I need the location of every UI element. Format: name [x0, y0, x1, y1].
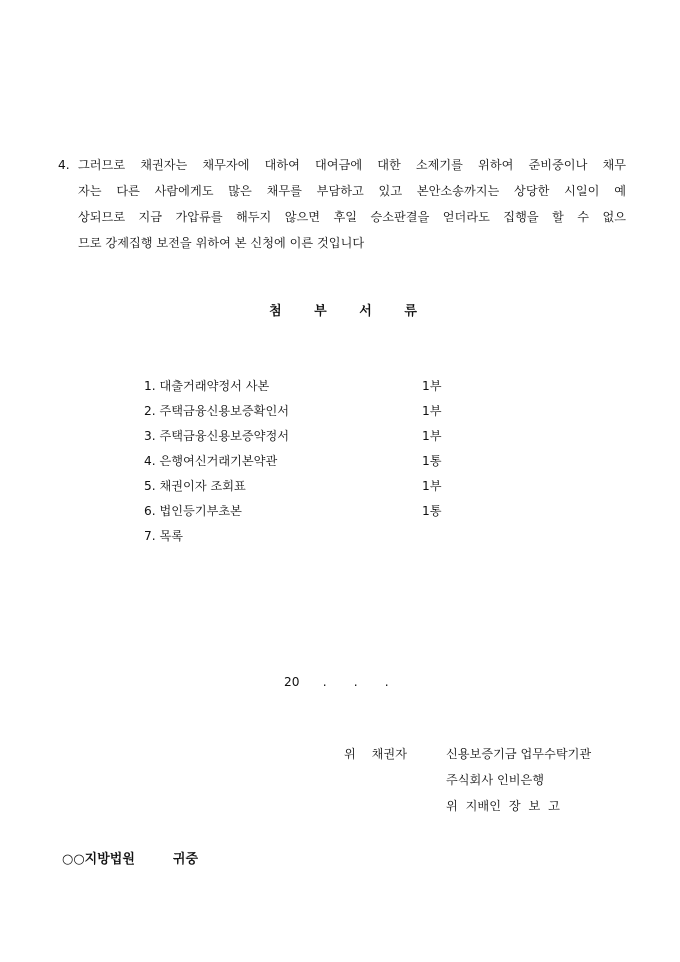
attachment-qty: 1부 [422, 429, 442, 443]
attachment-label: 4. 은행여신거래기본약관 [144, 454, 278, 468]
date-line: 20 . . . [284, 675, 389, 689]
attachment-qty: 1통 [422, 454, 442, 468]
attachment-qty: 1부 [422, 379, 442, 393]
attachment-qty: 1부 [422, 404, 442, 418]
attachments-list [144, 374, 464, 549]
attachment-qty: 1통 [422, 504, 442, 518]
paragraph-number: 4. [58, 158, 70, 172]
court-addressee [62, 848, 198, 867]
paragraph-4 [58, 152, 626, 256]
paragraph-line-2: 자는 다른 사람에게도 많은 채무를 부담하고 있고 본안소송까지는 상당한 시일이 예 [78, 184, 626, 198]
signature-organization: 신용보증기금 업무수탁기관 [446, 747, 592, 761]
attachment-item [144, 449, 464, 474]
attachment-item [144, 524, 464, 549]
signature-company: 주식회사 인비은행 [446, 773, 545, 787]
signature-role: 위 채권자 [344, 747, 407, 761]
paragraph-line-4: 므로 강제집행 보전을 위하여 본 신청에 이른 것입니다 [78, 236, 365, 250]
attachment-item [144, 424, 464, 449]
court-suffix: 귀중 [172, 852, 199, 867]
attachment-label: 3. 주택금융신용보증약정서 [144, 429, 290, 443]
attachment-label: 6. 법인등기부초본 [144, 504, 242, 518]
paragraph-line-3: 상되므로 지금 가압류를 해두지 않으면 후일 승소판결을 얻더라도 집행을 할 수 없으 [78, 210, 626, 224]
attachment-item [144, 499, 464, 524]
signature-manager: 위 지배인 장 보 고 [446, 799, 560, 813]
paragraph-line-1: 그러므로 채권자는 채무자에 대하여 대여금에 대한 소제기를 위하여 준비중이나 채무 [78, 158, 626, 172]
attachments-heading: 첨 부 서 류 [269, 304, 431, 319]
court-name: ○○지방법원 [62, 852, 135, 867]
attachment-label: 7. 목록 [144, 529, 184, 543]
attachment-item [144, 374, 464, 399]
attachment-label: 1. 대출거래약정서 사본 [144, 379, 270, 393]
attachment-item [144, 474, 464, 499]
attachment-label: 2. 주택금융신용보증확인서 [144, 404, 290, 418]
attachment-label: 5. 채권이자 조회표 [144, 479, 246, 493]
attachment-qty: 1부 [422, 479, 442, 493]
attachment-item [144, 399, 464, 424]
